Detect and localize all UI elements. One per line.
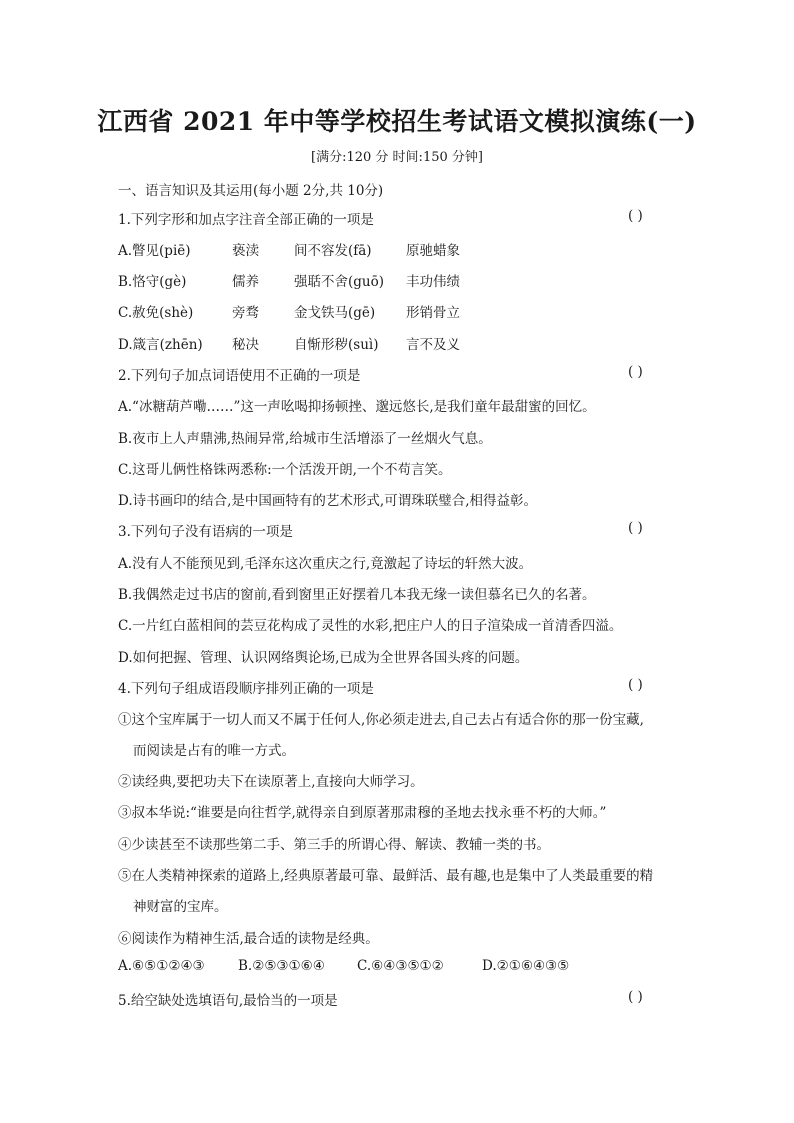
q1-option-a-item-4: 原驰蜡象 — [406, 243, 460, 259]
q1-option-b-item-1: B.恪守(gè) — [118, 274, 187, 290]
q1-option-c-item-2: 旁骛 — [232, 305, 259, 321]
section-heading: 一、语言知识及其运用(每小题 2分,共 10分) — [118, 183, 384, 199]
q1-option-c-item-1: C.赦免(shè) — [118, 305, 194, 321]
q2-option-d: D.诗书画印的结合,是中国画特有的艺术形式,可谓珠联璧合,相得益彰。 — [118, 493, 538, 509]
question-2-stem: 2.下列句子加点词语使用不正确的一项是 — [118, 368, 361, 384]
exam-title: 江西省 2021 年中等学校招生考试语文模拟演练(一) — [97, 107, 697, 136]
q3-option-a: A.没有人不能预见到,毛泽东这次重庆之行,竟激起了诗坛的轩然大波。 — [118, 556, 533, 572]
q1-option-a-item-3: 间不容发(fā) — [294, 243, 372, 259]
question-1-stem: 1.下列字形和加点字注音全部正确的一项是 — [118, 212, 374, 228]
q3-option-c: C.一片红白蓝相间的芸豆花构成了灵性的水彩,把庄户人的日子渲染成一首清香四溢。 — [118, 618, 623, 634]
question-2-answer-paren: ( ) — [628, 364, 643, 380]
q4-sentence-1-continued: 而阅读是占有的唯一方式。 — [133, 743, 295, 759]
q4-sentence-4: ④少读甚至不读那些第二手、第三手的所谓心得、解读、教辅一类的书。 — [118, 837, 550, 853]
q1-option-d-item-4: 言不及义 — [406, 337, 460, 353]
q1-option-b-item-2: 儒养 — [232, 274, 259, 290]
q4-sentence-1: ①这个宝库属于一切人而又不属于任何人,你必须走进去,自己去占有适合你的那一份宝藏, — [118, 712, 644, 728]
q3-option-d: D.如何把握、管理、认识网络舆论场,已成为全世界各国头疼的问题。 — [118, 650, 529, 666]
q2-option-b: B.夜市上人声鼎沸,热闹异常,给城市生活增添了一丝烟火气息。 — [118, 431, 492, 447]
q4-sentence-6: ⑥阅读作为精神生活,最合适的读物是经典。 — [118, 931, 379, 947]
q4-sentence-2: ②读经典,要把功夫下在读原著上,直接向大师学习。 — [118, 774, 424, 790]
q1-option-d-item-2: 秘决 — [232, 337, 259, 353]
question-5-answer-paren: ( ) — [628, 989, 643, 1005]
q4-option-d: D.②①⑥④③⑤ — [482, 958, 570, 974]
exam-subtitle: [满分:120 分 时间:150 分钟] — [311, 150, 483, 165]
q1-option-b-item-3: 强聒不舍(guō) — [294, 274, 384, 290]
q1-option-b-item-4: 丰功伟绩 — [406, 274, 460, 290]
question-3-stem: 3.下列句子没有语病的一项是 — [118, 524, 293, 540]
question-4-answer-paren: ( ) — [628, 677, 643, 693]
q4-sentence-5-continued: 神财富的宝库。 — [133, 899, 228, 915]
q1-option-a-item-2: 亵渎 — [232, 243, 259, 259]
q1-option-c-item-4: 形销骨立 — [406, 305, 460, 321]
q4-option-c: C.⑥④③⑤①② — [357, 958, 444, 974]
q1-option-a-item-1: A.瞥见(piē) — [118, 243, 191, 259]
q1-option-d-item-1: D.箴言(zhēn) — [118, 337, 203, 353]
question-5-stem: 5.给空缺处选填语句,最恰当的一项是 — [118, 993, 338, 1009]
q1-option-c-item-3: 金戈铁马(gē) — [294, 305, 376, 321]
question-4-stem: 4.下列句子组成语段顺序排列正确的一项是 — [118, 681, 374, 697]
q4-sentence-3: ③叔本华说:“谁要是向往哲学,就得亲自到原著那肃穆的圣地去找永垂不朽的大师。” — [118, 805, 607, 821]
q4-sentence-5: ⑤在人类精神探索的道路上,经典原著最可靠、最鲜活、最有趣,也是集中了人类最重要的精 — [118, 868, 654, 884]
q1-option-d-item-3: 自惭形秽(suì) — [294, 337, 379, 353]
q4-option-b: B.②⑤③①⑥④ — [238, 958, 325, 974]
q4-option-a: A.⑥⑤①②④③ — [118, 958, 205, 974]
q2-option-a: A.“冰糖葫芦嘞……”这一声吆喝抑扬顿挫、邈远悠长,是我们童年最甜蜜的回忆。 — [118, 399, 596, 415]
question-1-answer-paren: ( ) — [628, 208, 643, 224]
question-3-answer-paren: ( ) — [628, 520, 643, 536]
q3-option-b: B.我偶然走过书店的窗前,看到窗里正好摆着几本我无缘一读但慕名已久的名著。 — [118, 587, 596, 603]
q2-option-c: C.这哥儿俩性格铢两悉称:一个活泼开朗,一个不苟言笑。 — [118, 462, 452, 478]
